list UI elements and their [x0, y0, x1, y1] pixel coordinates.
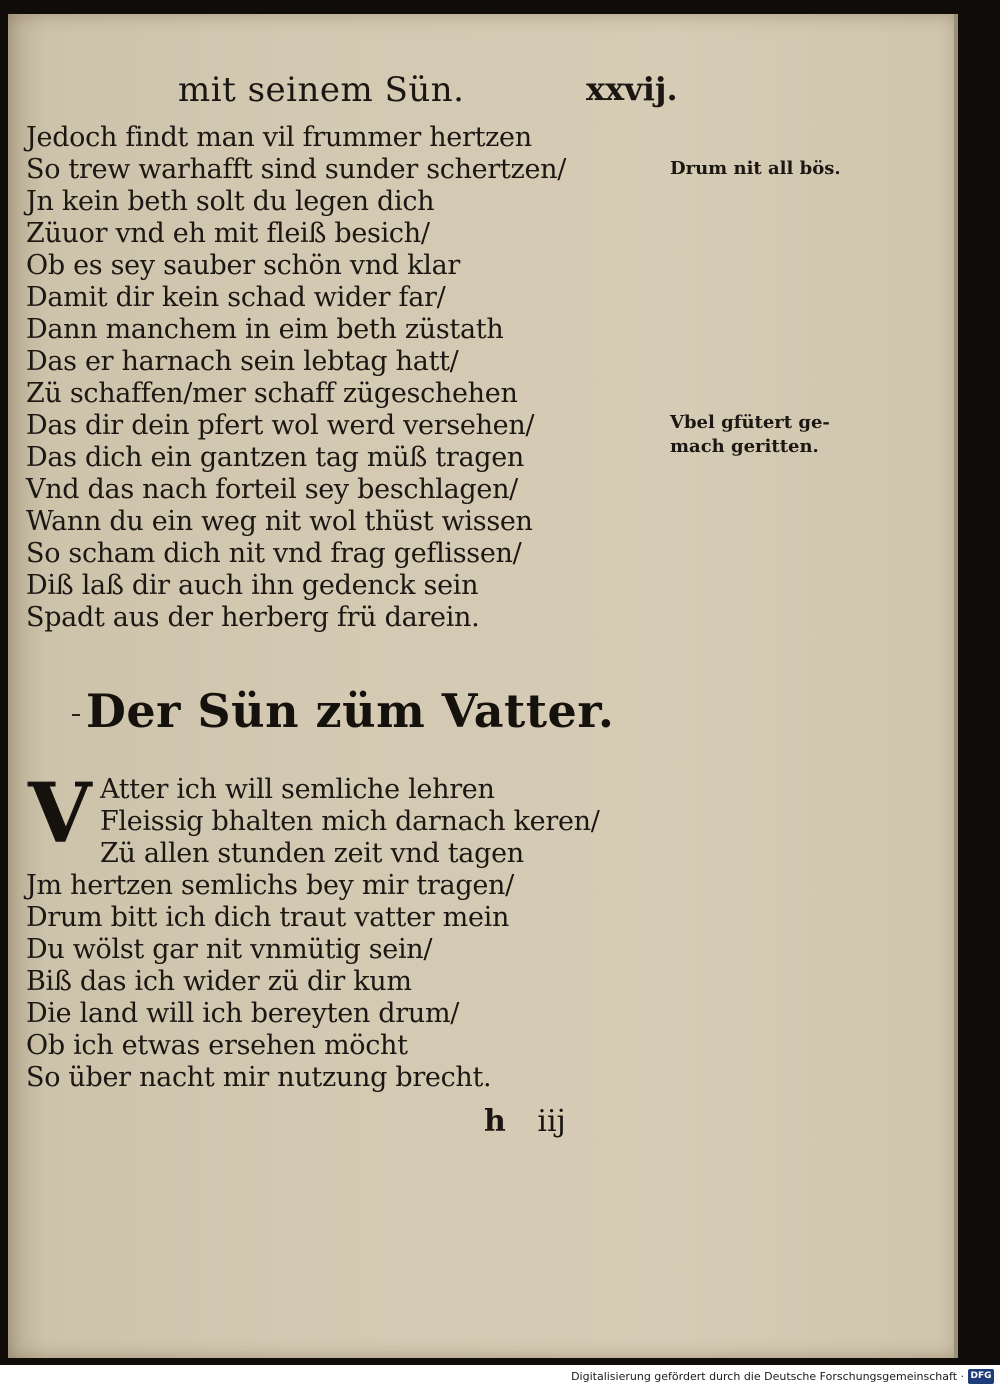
dfg-logo: DFG [968, 1369, 994, 1384]
verse-line: Fleissig bhalten mich darnach keren/ [100, 806, 600, 837]
verse-line: Das er harnach sein lebtag hatt/ [26, 346, 459, 377]
verse-line: So scham dich nit vnd frag geflissen/ [26, 538, 522, 569]
page-edge [954, 14, 958, 1358]
folio-number: xxvij. [586, 70, 678, 108]
marginal-note-line: Vbel gfütert ge- [670, 412, 830, 433]
running-header [8, 70, 958, 114]
verse-line: Das dich ein gantzen tag müß tragen [26, 442, 525, 473]
verse-line: Jn kein beth solt du legen dich [26, 186, 435, 217]
verse-line: Jedoch findt man vil frummer hertzen [26, 122, 532, 153]
verse-block-section [26, 766, 626, 1094]
decorated-initial: V [28, 766, 92, 862]
signature-mark-row [484, 1104, 566, 1139]
footer-credit-text: Digitalisierung gefördert durch die Deutsche Forschungsgemeinschaft · [571, 1370, 964, 1383]
verse-line: Zü allen stunden zeit vnd tagen [100, 838, 524, 869]
book-page [8, 14, 958, 1358]
marginal-note-line: mach geritten. [670, 436, 819, 457]
verse-line: Wann du ein weg nit wol thüst wissen [26, 506, 533, 537]
verse-line: Du wölst gar nit vnmütig sein/ [26, 934, 433, 965]
footer-strip [0, 1365, 1000, 1389]
marginal-note-1 [670, 157, 870, 181]
verse-line: Vnd das nach forteil sey beschlagen/ [26, 474, 518, 505]
heading-ornament [72, 714, 80, 716]
verse-line: Das dir dein pfert wol werd versehen/ [26, 410, 535, 441]
verse-block-top [26, 122, 626, 634]
verse-line: Diß laß dir auch ihn gedenck sein [26, 570, 479, 601]
verse-line: Züuor vnd eh mit fleiß besich/ [26, 218, 430, 249]
marginal-note-2 [670, 411, 870, 459]
verse-line: So über nacht mir nutzung brecht. [26, 1062, 492, 1093]
verse-line: Ob es sey sauber schön vnd klar [26, 250, 460, 281]
marginal-note-line: Drum nit all bös. [670, 158, 841, 179]
verse-line: Ob ich etwas ersehen möcht [26, 1030, 408, 1061]
verse-line: Spadt aus der herberg frü darein. [26, 602, 480, 633]
verse-line: So trew warhafft sind sunder schertzen/ [26, 154, 567, 185]
verse-line: Drum bitt ich dich traut vatter mein [26, 902, 510, 933]
verse-line: Dann manchem in eim beth züstath [26, 314, 504, 345]
running-title: mit seinem Sün. [178, 70, 465, 110]
verse-line: Damit dir kein schad wider far/ [26, 282, 446, 313]
signature-letter: h [484, 1104, 506, 1139]
verse-line: Biß das ich wider zü dir kum [26, 966, 412, 997]
verse-line: Atter ich will semliche lehren [100, 774, 495, 805]
verse-line: Zü schaffen/mer schaff zügeschehen [26, 378, 518, 409]
signature-number: iij [537, 1104, 566, 1139]
verse-line: Jm hertzen semlichs bey mir tragen/ [26, 870, 514, 901]
verse-line: Die land will ich bereyten drum/ [26, 998, 460, 1029]
section-heading: Der Sün züm Vatter. [86, 684, 615, 738]
